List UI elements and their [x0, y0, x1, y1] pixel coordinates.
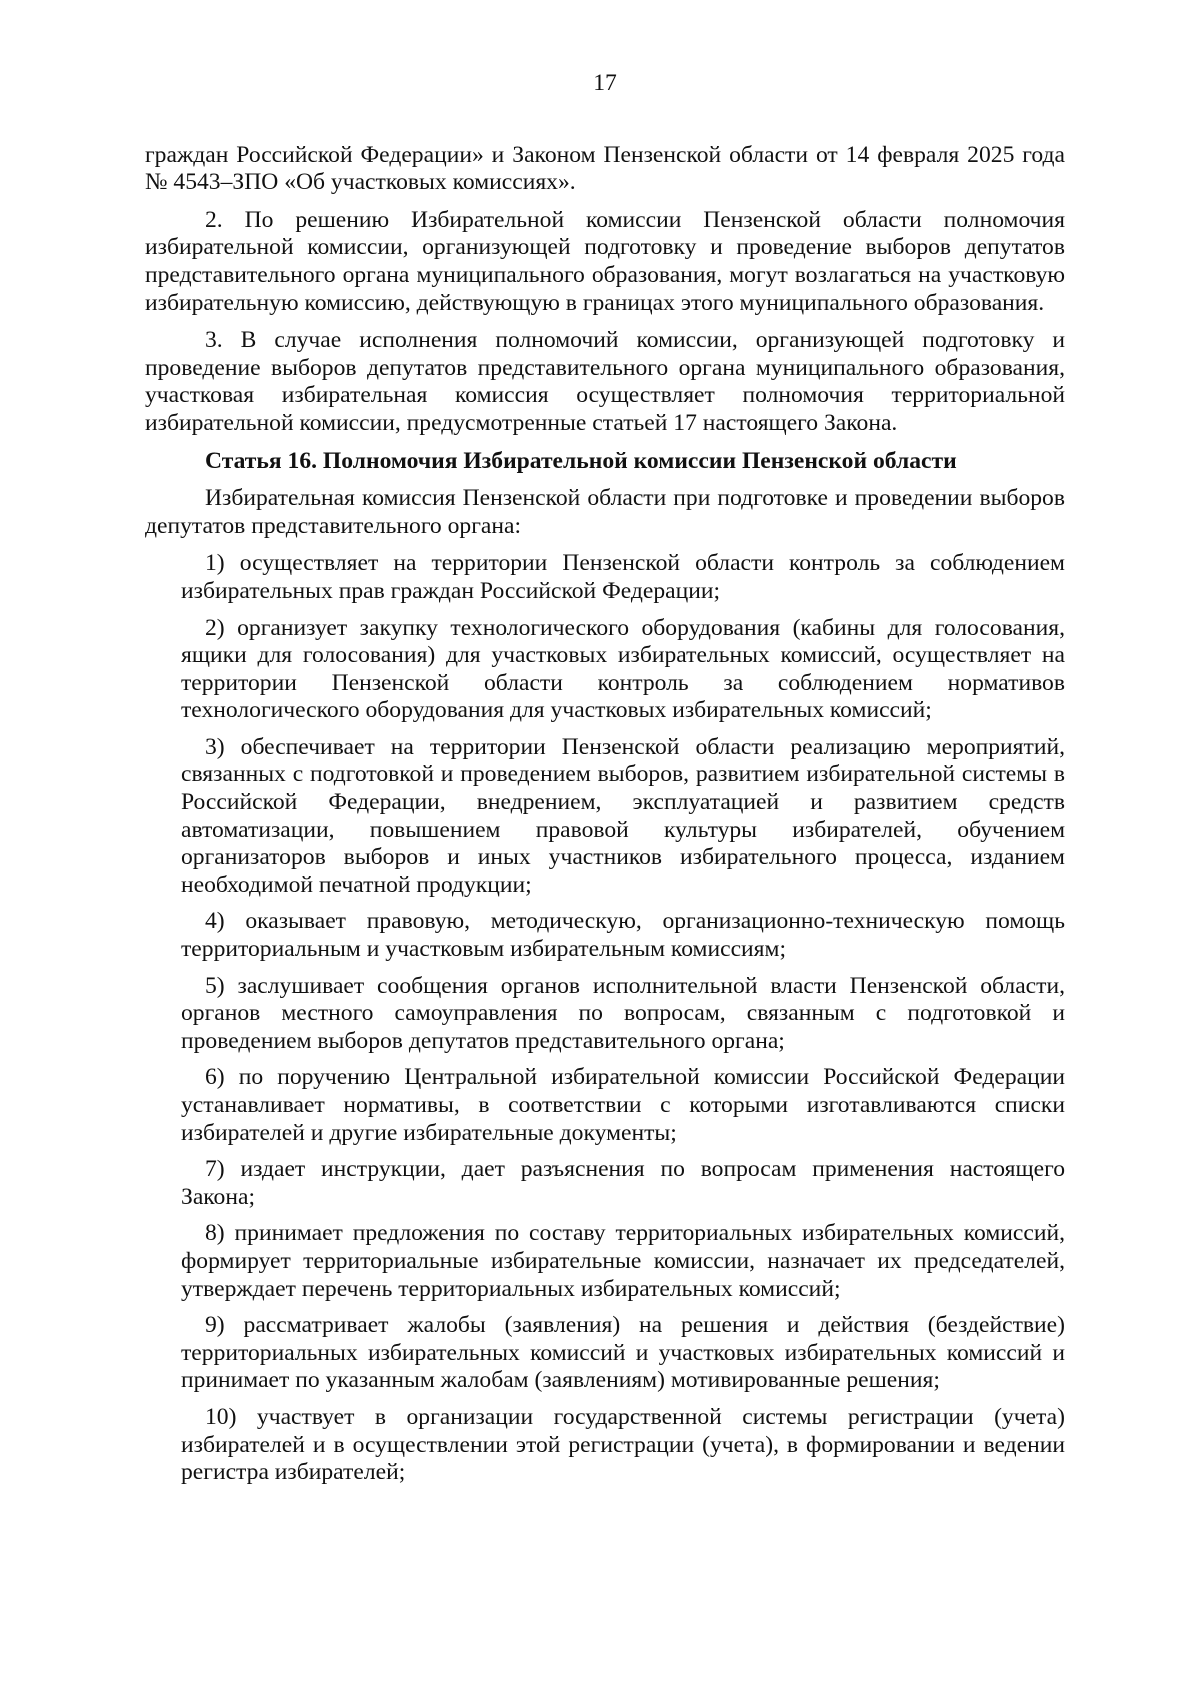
page-number: 17	[593, 70, 617, 96]
article-intro: Избирательная комиссия Пензенской области при подготовке и проведении выборов депутатов представительного органа:	[145, 485, 1065, 539]
list-item: 2) организует закупку технологического оборудования (кабины для голосования, ящики для голосования) для участковых избирательных комиссий, осуществляет на территории Пензенской области контроль за соблюдением нормативов технологического оборудования для участковых избирательных комиссий;	[181, 614, 1065, 724]
list-item: 3) обеспечивает на территории Пензенской области реализацию мероприятий, связанных с подготовкой и проведением выборов, развитием избирательной системы в Российской Федерации, внедрением, эксплуатацией и развитием средств автоматизации, повышением правовой культуры избирателей, обучением организаторов выборов и иных участников избирательного процесса, изданием необходимой печатной продукции;	[181, 733, 1065, 898]
paragraph-clause-2: 2. По решению Избирательной комиссии Пензенской области полномочия избирательной комиссии, организующей подготовку и проведение выборов депутатов представительного органа муниципального образования, могут возлагаться на участковую избирательную комиссию, действующую в границах этого муниципального образования.	[145, 206, 1065, 316]
list-item: 10) участвует в организации государственной системы регистрации (учета) избирателей и в осуществлении этой регистрации (учета), в формировании и ведении регистра избирателей;	[181, 1403, 1065, 1486]
list-item: 4) оказывает правовую, методическую, организационно-техническую помощь территориальным и участковым избирательным комиссиям;	[181, 908, 1065, 963]
list-item: 1) осуществляет на территории Пензенской области контроль за соблюдением избирательных прав граждан Российской Федерации;	[181, 550, 1065, 604]
list-item: 8) принимает предложения по составу территориальных избирательных комиссий, формирует территориальные избирательные комиссии, назначает их председателей, утверждает перечень территориальных избирательных комиссий;	[181, 1220, 1065, 1302]
list-item: 9) рассматривает жалобы (заявления) на решения и действия (бездействие) территориальных избирательных комиссий и участковых избирательных комиссий и принимает по указанным жалобам (заявлениям) мотивированные решения;	[181, 1312, 1065, 1394]
list-item: 7) издает инструкции, дает разъяснения по вопросам применения настоящего Закона;	[181, 1156, 1065, 1210]
paragraph-continuation: граждан Российской Федерации» и Законом Пензенской области от 14 февраля 2025 года № 4543–ЗПО «Об участковых комиссиях».	[145, 141, 1065, 196]
list-item: 5) заслушивает сообщения органов исполнительной власти Пензенской области, органов местного самоуправления по вопросам, связанным с подготовкой и проведением выборов депутатов представительного органа;	[181, 972, 1065, 1054]
document-page	[145, 60, 1065, 1496]
article-heading: Статья 16. Полномочия Избирательной комиссии Пензенской области	[205, 447, 957, 474]
list-item: 6) по поручению Центральной избирательной комиссии Российской Федерации устанавливает нормативы, в соответствии с которыми изготавливаются списки избирателей и другие избирательные документы;	[181, 1064, 1065, 1146]
article-items-list	[145, 550, 1065, 1486]
paragraph-clause-3: 3. В случае исполнения полномочий комиссии, организующей подготовку и проведение выборов депутатов представительного органа муниципального образования, участковая избирательная комиссия осуществляет полномочия территориальной избирательной комиссии, предусмотренные статьей 17 настоящего Закона.	[145, 327, 1065, 436]
